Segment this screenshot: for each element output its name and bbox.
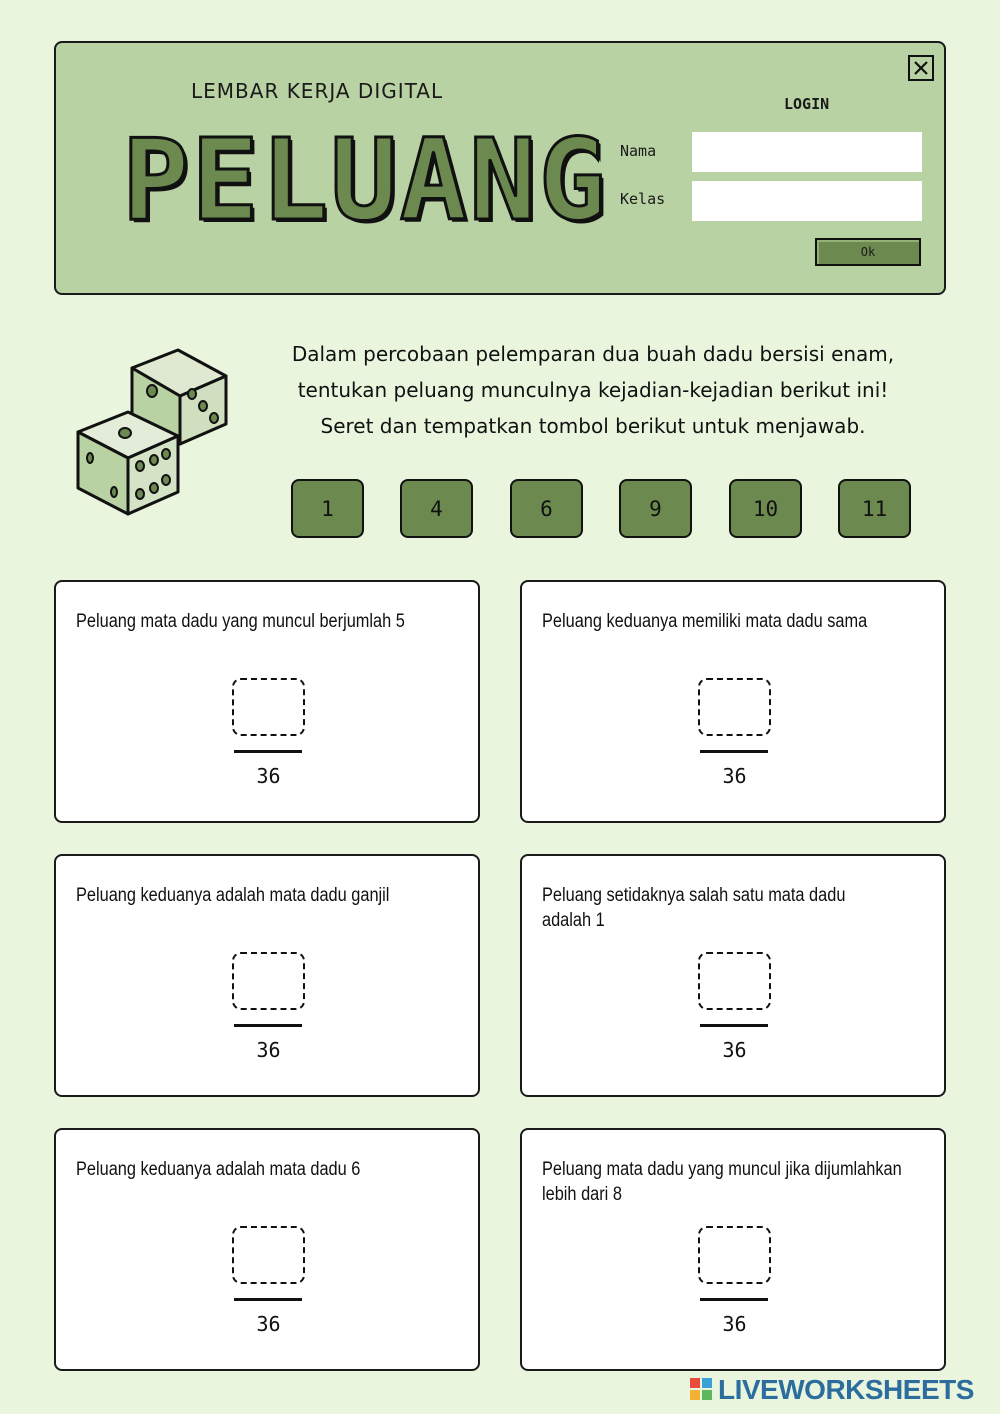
- liveworksheets-logo-icon: [690, 1378, 714, 1402]
- class-label: Kelas: [620, 190, 666, 208]
- logo-text: LIVEWORKSHEETS: [718, 1374, 974, 1405]
- denominator: 36: [256, 1312, 281, 1336]
- fraction-line: [234, 1024, 302, 1027]
- denominator: 36: [256, 1038, 281, 1062]
- denominator: 36: [256, 764, 281, 788]
- question-text: Peluang mata dadu yang muncul jika dijumlahkan lebih dari 8: [542, 1159, 902, 1205]
- instruction-line: Dalam percobaan pelemparan dua buah dadu bersisi enam,: [291, 342, 895, 366]
- answer-chip-6[interactable]: 6: [510, 479, 583, 538]
- question-text: Peluang keduanya adalah mata dadu ganjil: [76, 885, 390, 906]
- fraction-line: [700, 1298, 768, 1301]
- dice-illustration: [74, 346, 234, 518]
- answer-drop-zone[interactable]: [698, 952, 771, 1010]
- question-text: Peluang keduanya memiliki mata dadu sama: [542, 611, 868, 632]
- answer-drop-zone[interactable]: [232, 678, 305, 736]
- name-label: Nama: [620, 142, 657, 160]
- answer-chip-4[interactable]: 4: [400, 479, 473, 538]
- answer-drop-zone[interactable]: [698, 1226, 771, 1284]
- question-text: Peluang keduanya adalah mata dadu 6: [76, 1159, 361, 1180]
- question-card: [520, 854, 946, 1097]
- question-card: [54, 1128, 480, 1371]
- fraction-line: [234, 1298, 302, 1301]
- denominator: 36: [722, 764, 747, 788]
- instruction-line: Seret dan tempatkan tombol berikut untuk menjawab.: [320, 414, 866, 438]
- answer-drop-zone[interactable]: [232, 1226, 305, 1284]
- question-card: [54, 854, 480, 1097]
- answer-chip-1[interactable]: 1: [291, 479, 364, 538]
- answer-drop-zone[interactable]: [698, 678, 771, 736]
- worksheet-subtitle: LEMBAR KERJA DIGITAL: [191, 79, 444, 103]
- front-die: [78, 412, 178, 514]
- name-input[interactable]: [692, 132, 922, 172]
- question-text: Peluang setidaknya salah satu mata dadu adalah 1: [542, 885, 846, 931]
- denominator: 36: [722, 1312, 747, 1336]
- answer-chip-11[interactable]: 11: [838, 479, 911, 538]
- header-panel: [54, 41, 946, 295]
- answer-chip-9[interactable]: 9: [619, 479, 692, 538]
- denominator: 36: [722, 1038, 747, 1062]
- ok-button[interactable]: Ok: [815, 238, 921, 266]
- instructions: [262, 336, 924, 444]
- class-input[interactable]: [692, 181, 922, 221]
- question-card: [520, 1128, 946, 1371]
- question-text: Peluang mata dadu yang muncul berjumlah 5: [76, 611, 405, 632]
- fraction-line: [700, 750, 768, 753]
- fraction-line: [700, 1024, 768, 1027]
- question-card: [54, 580, 480, 823]
- fraction-line: [234, 750, 302, 753]
- answer-chip-10[interactable]: 10: [729, 479, 802, 538]
- close-icon: [913, 60, 929, 76]
- worksheet-title: PELUANG: [122, 116, 609, 246]
- liveworksheets-logo[interactable]: [690, 1374, 974, 1406]
- instruction-line: tentukan peluang munculnya kejadian-kejadian berikut ini!: [297, 378, 889, 402]
- question-card: [520, 580, 946, 823]
- close-button[interactable]: [908, 55, 934, 81]
- answer-drop-zone[interactable]: [232, 952, 305, 1010]
- login-title: LOGIN: [784, 95, 830, 113]
